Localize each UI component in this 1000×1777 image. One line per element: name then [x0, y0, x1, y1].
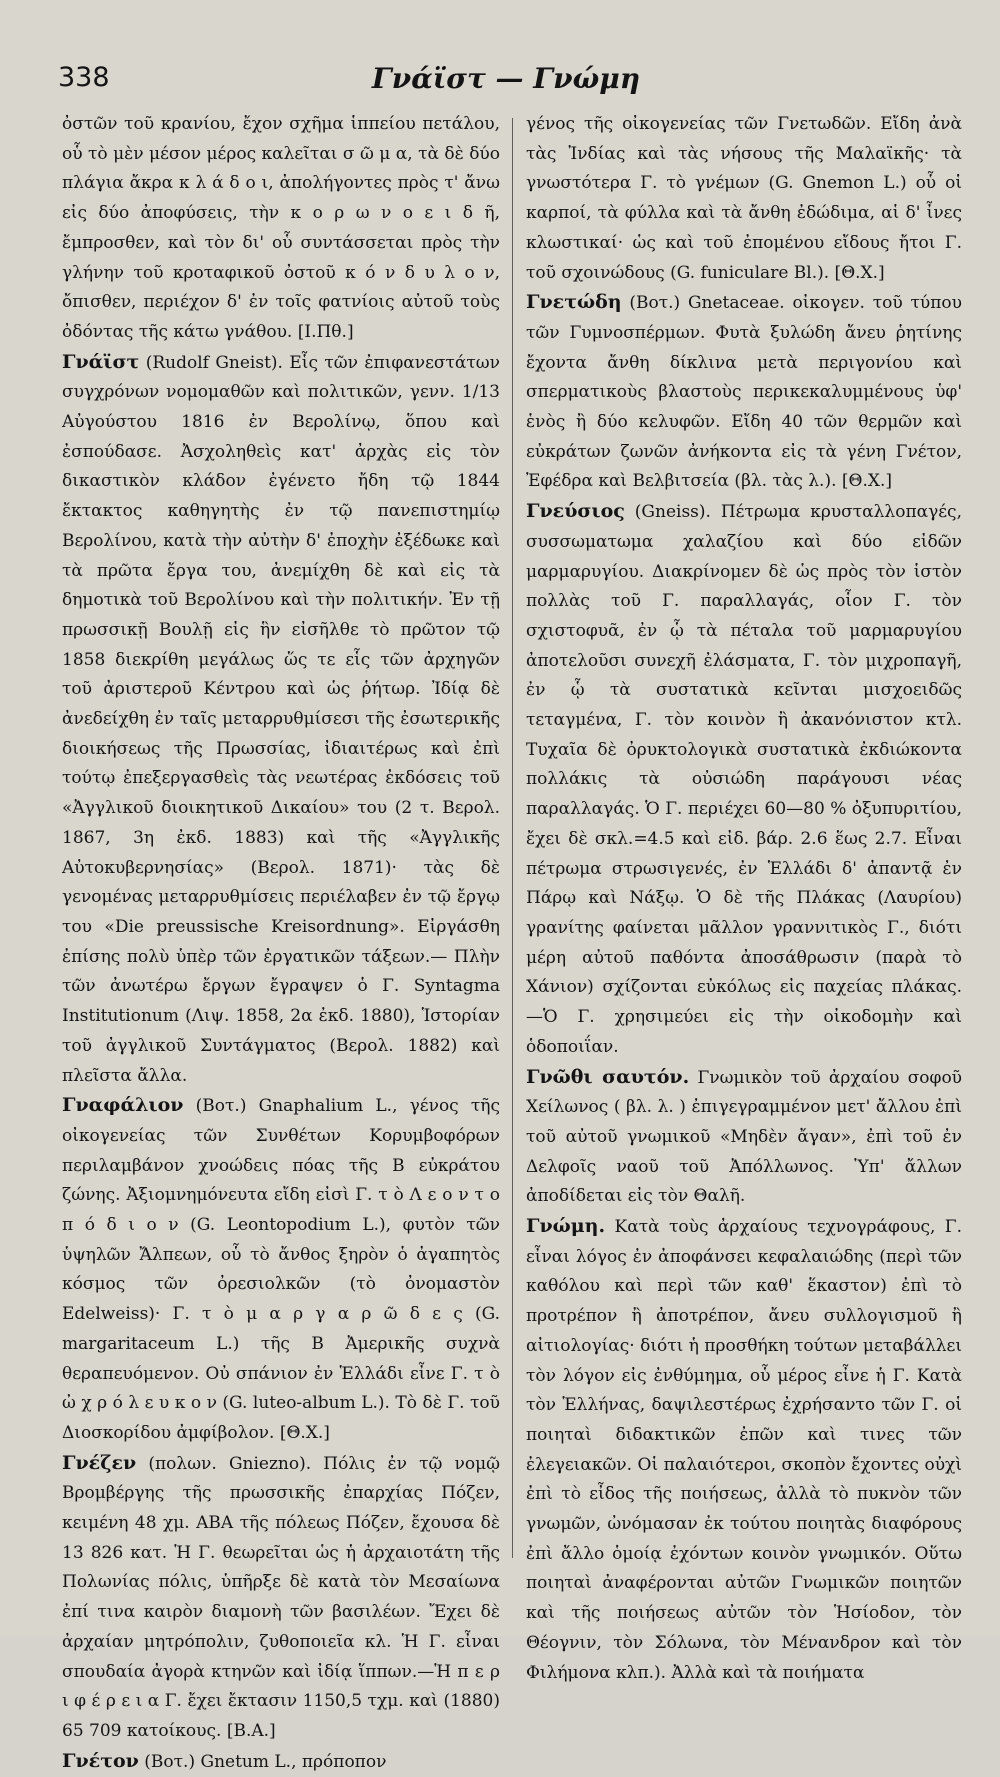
headword-gnezen: Γνέζεν	[62, 1451, 137, 1474]
left-column	[62, 110, 500, 1777]
entry-gneist	[62, 348, 500, 1092]
entry-text-gnome: Κατὰ τοὺς ἀρχαίους τεχνογράφους, Γ. εἶναι λόγος ἐν ἀποφάνσει κεφαλαιώδης (περὶ τῶν καθόλου καὶ περὶ τῶν καθ' ἕκαστον) ἐπὶ τὸ προτρέπον ἢ ἀποτρέπον, ἄνευ συλλογισμοῦ ἢ αἰτιολογίας· διότι ἡ προσθήκη τούτων μεταβάλλει τὸν λόγον εἰς ἐνθύμημα, οὗ μέρος εἶνε ἡ Γ. Κατὰ τὸν Ἑλλήνας, δαψιλεστέρως ἐχρήσαντο τῶν Γ. οἱ ποιηταὶ διδακτικῶν ἐπῶν καὶ τινες τῶν ἐλεγειακῶν. Οἱ παλαιότεροι, σκοπὸν ἔχοντες οὐχὶ ἐπὶ τὸ εἶδος τῆς ποιήσεως, ἀλλὰ τὸ πυκνὸν τῶν γνωμῶν, ὠνόμασαν ἐκ τούτου ποιητὰς διαφόρους ἐπὶ ἄλλο ὁμοίᾳ ἐχόντων κοινὸν γνωμικόν. Οὕτω ποιηταὶ ἀναφέρονται αὐτῶν Γνωμικῶν ποιητῶν καὶ τῆς ποιήσεως αὐτῶν τὸν Ἡσίοδον, τὸν Θέογνιν, τὸν Σόλωνα, τὸν Μένανδρον καὶ τὸν Φιλήμονα κλπ.). Ἀλλὰ καὶ τὰ ποιήματα	[526, 1217, 962, 1683]
entry-text-gnetode: (Βοτ.) Gnetaceae. οἰκογεν. τοῦ τύπου τῶν Γυμνοσπέρμων. Φυτὰ ξυλώδη ἄνευ ῥητίνης ἔχοντα ἄνθη δίκλινα μετὰ περιγονίου καὶ σπερματικοὺς βλαστοὺς περικεκαλυμμένους ὑφ' ἑνὸς ἢ δύο κελυφῶν. Εἴδη 40 τῶν θερμῶν καὶ εὐκράτων ζωνῶν ἀνήκοντα εἰς τὰ γένη Γνέτον, Ἐφέδρα καὶ Βελβιτσεία (βλ. τὰς λ.). [Θ.Χ.]	[526, 293, 962, 492]
entry-text-gnothi: Γνωμικὸν τοῦ ἀρχαίου σοφοῦ Χείλωνος ( βλ. λ. ) ἐπιγεγραμμένον μετ' ἄλλου ἐπὶ τοῦ αὐτοῦ γνωμικοῦ «Μηδὲν ἄγαν», ἐπὶ τοῦ ἐν Δελφοῖς ναοῦ τοῦ Ἀπόλλωνος. Ὑπ' ἄλλων ἀποδίδεται εἰς τὸν Θαλῆ.	[526, 1067, 963, 1207]
right-column	[526, 110, 962, 1688]
entry-gneiss	[526, 497, 962, 1062]
column-divider	[512, 118, 513, 1558]
headword-gneiss: Γνεύσιος	[526, 500, 625, 523]
headword-gnetode: Γνετώδη	[526, 291, 622, 314]
entry-continuation-gneton: γένος τῆς οἰκογενείας τῶν Γνετωδῶν. Εἴδη ἀνὰ τὰς Ἰνδίας καὶ τὰς νήσους τῆς Μαλαϊκῆς· τὰ γνωστότερα Γ. τὸ γνέμων (G. Gnemon L.) οὗ οἱ καρποί, τὰ φύλλα καὶ τὰ ἄνθη ἐδώδιμα, αἱ δ' ἶνες κλωστικαί· ὡς καὶ τοῦ ἐπομένου εἴδους ἤτοι Γ. τοῦ σχοινώδους (G. funiculare Bl.). [Θ.Χ.]	[526, 114, 962, 283]
entry-text-gneist: (Rudolf Gneist). Εἷς τῶν ἐπιφανεστάτων συγχρόνων νομομαθῶν καὶ πολιτικῶν, γενν. 1/13 Αὐγούστου 1816 ἐν Βερολίνῳ, ὅπου καὶ ἐσπούδασε. Ἀσχοληθεὶς κατ' ἀρχὰς εἰς τὸν δικαστικὸν κλάδον ἐγένετο ἤδη τῷ 1844 ἔκτακτος καθηγητὴς ἐν τῷ πανεπιστημίῳ Βερολίνου, κατὰ τὴν αὐτὴν δ' ἐποχὴν ἐξέδωκε καὶ τὰ πρῶτα ἔργα του, ἀνεμίχθη δὲ καὶ εἰς τὰ δημοτικὰ τοῦ Βερολίνου καὶ τὴν πολιτικήν. Ἐν τῇ πρωσσικῇ Βουλῇ εἰς ἣν εἰσῆλθε τὸ πρῶτον τῷ 1858 διεκρίθη μεγάλως ὥς τε εἷς τῶν ἀρχηγῶν τοῦ ἀριστεροῦ Κέντρου καὶ ὡς ῥήτωρ. Ἰδίᾳ δὲ ἀνεδείχθη ἐν ταῖς μεταρρυθμίσεσι τῆς ἐσωτερικῆς διοικήσεως τῆς Πρωσσίας, ἰδιαιτέρως καὶ ἐπὶ τούτῳ ἐπεξεργασθεὶς τὰς νεωτέρας ἐκδόσεις τοῦ «Ἀγγλικοῦ διοικητικοῦ Δικαίου» του (2 τ. Βερολ. 1867, 3η ἐκδ. 1883) καὶ τῆς «Ἀγγλικῆς Αὐτοκυβερνησίας» (Βερολ. 1871)· τὰς δὲ γενομένας μεταρρυθμίσεις περιέλαβεν ἐν τῷ ἔργῳ του «Die preussische Kreisordnung». Εἰργάσθη ἐπίσης πολὺ ὑπὲρ τῶν ἐργατικῶν τάξεων.— Πλὴν τῶν ἀνωτέρω ἔργων ἔγραψεν ὁ Γ. Syntagma Institutionum (Λιψ. 1858, 2α ἐκδ. 1880), Ἱστορίαν τοῦ ἀγγλικοῦ Συντάγματος (Βερολ. 1882) καὶ πλεῖστα ἄλλα.	[62, 352, 500, 1086]
headword-gnaphalion: Γναφάλιον	[62, 1094, 184, 1117]
running-head: Γνάϊστ — Γνώμη	[371, 62, 641, 95]
entry-gneton	[62, 1747, 500, 1777]
page-header	[52, 62, 960, 102]
entry-gnothi	[526, 1063, 962, 1213]
entry-text-gnezen: (πολων. Gniezno). Πόλις ἐν τῷ νομῷ Βρομβέργης τῆς πρωσσικῆς ἐπαρχίας Πόζεν, κειμένη 48 χμ. ΑΒΑ τῆς πόλεως Πόζεν, ἔχουσα δὲ 13 826 κατ. Ἡ Γ. θεωρεῖται ὡς ἡ ἀρχαιοτάτη τῆς Πολωνίας πόλις, ὑπῆρξε δὲ κατὰ τὸν Μεσαίωνα ἐπί τινα καιρὸν διαμονὴ τῶν βασιλέων. Ἔχει δὲ ἀρχαίαν μητρόπολιν, ζυθοποιεῖα κλ. Ἡ Γ. εἶναι σπουδαία ἀγορὰ κτηνῶν καὶ ἰδίᾳ ἵππων.—Ἡ π ε ρ ι φ έ ρ ε ι α Γ. ἔχει ἔκτασιν 1150,5 τχμ. καὶ (1880) 65 709 κατοίκους. [Β.Α.]	[62, 1453, 500, 1741]
page-number: 338	[58, 62, 110, 93]
entry-gnaphalion	[62, 1091, 500, 1448]
headword-gneton: Γνέτον	[62, 1749, 139, 1772]
entry-text-gnaphalion: (Βοτ.) Gnaphalium L., γένος τῆς οἰκογενείας τῶν Συνθέτων Κορυμβοφόρων περιλαμβάνον χνοώδεις πόας τῆς Β εὐκράτου ζώνης. Ἀξιομνημόνευτα εἴδη εἰσὶ Γ. τ ὸ Λ ε ο ν τ ο π ό δ ι ο ν (G. Leontopodium L.), φυτὸν τῶν ὑψηλῶν Ἄλπεων, οὗ τὸ ἄνθος ξηρὸν ὁ ἀγαπητὸς κόσμος τῶν ὀρεσιολκῶν (τὸ ὀνομαστὸν Edelweiss)· Γ. τ ὸ μ α ρ γ α ρ ῶ δ ε ς (G. margaritaceum L.) τῆς Β Ἀμερικῆς συχνὰ θεραπευόμενον. Οὐ σπάνιον ἐν Ἑλλάδι εἶνε Γ. τ ὸ ὠ χ ρ ό λ ε υ κ ο ν (G. luteo-album L.). Τὸ δὲ Γ. τοῦ Διοσκορίδου ἀμφίβολον. [Θ.Χ.]	[62, 1096, 500, 1443]
headword-gnome: Γνώμη.	[526, 1215, 606, 1238]
entry-continuation: ὀστῶν τοῦ κρανίου, ἔχον σχῆμα ἱππείου πετάλου, οὗ τὸ μὲν μέσον μέρος καλεῖται σ ῶ μ α, τὰ δὲ δύο πλάγια ἄκρα κ λ ά δ ο ι, ἀπολήγοντες πρὸς τ' ἄνω εἰς δύο ἀποφύσεις, τὴν κ ο ρ ω ν ο ε ι δ ῆ, ἔμπροσθεν, καὶ τὸν δι' οὗ συντάσσεται πρὸς τὴν γλήνην τοῦ κροταφικοῦ ὀστοῦ κ ό ν δ υ λ ο ν, ὄπισθεν, περιέχον δ' ἐν τοῖς φατνίοις αὐτοῦ τοὺς ὀδόντας τῆς κάτω γνάθου. [Ι.Πθ.]	[62, 114, 500, 342]
entry-gnezen	[62, 1449, 500, 1747]
entry-gnetode	[526, 288, 962, 497]
headword-gneist: Γνάϊστ	[62, 350, 140, 373]
entry-text-gneiss: (Gneiss). Πέτρωμα κρυσταλλοπαγές, συσσωματωμα χαλαζίου καὶ δύο εἰδῶν μαρμαρυγίου. Διακρίνομεν δὲ ὡς πρὸς τὸν ἱστὸν πολλὰς τοῦ Γ. παραλλαγάς, οἷον Γ. τὸν σχιστοφυᾶ, ἐν ᾧ τὰ πέταλα τοῦ μαρμαρυγίου ἀποτελοῦσι συνεχῆ ἐλάσματα, Γ. τὸν μιχροπαγῆ, ἐν ᾧ τὰ συστατικὰ κεῖνται μισχοειδῶς τεταγμένα, Γ. τὸν κοινὸν ἢ ἀκανόνιστον κτλ. Τυχαῖα δὲ ὀρυκτολογικὰ συστατικὰ ἐκδιώκοντα πολλάκις τὰ οὐσιώδη παράγουσι νέας παραλλαγάς. Ὁ Γ. περιέχει 60—80 % ὀξυπυριτίου, ἔχει δὲ σκλ.=4.5 καὶ εἰδ. βάρ. 2.6 ἕως 2.7. Εἶναι πέτρωμα στρωσιγενές, ἐν Ἑλλάδι δ' ἀπαντᾷ ἐν Πάρῳ καὶ Νάξῳ. Ὁ δὲ τῆς Πλάκας (Λαυρίου) γρανίτης φαίνεται μᾶλλον γραννιτικὸς Γ., διότι μέρη αὐτοῦ παθόντα ἀποσάθρωσιν (παρὰ τὸ Χάνιον) σχίζονται εὐκόλως εἰς παχείας πλάκας.—Ὁ Γ. χρησιμεύει εἰς τὴν οἰκοδομὴν καὶ ὁδοποιΐαν.	[526, 502, 962, 1057]
entry-gnome	[526, 1212, 962, 1688]
headword-gnothi: Γνῶθι σαυτόν.	[526, 1065, 690, 1088]
entry-text-gneton: (Βοτ.) Gnetum L., πρόποπον	[138, 1751, 387, 1772]
